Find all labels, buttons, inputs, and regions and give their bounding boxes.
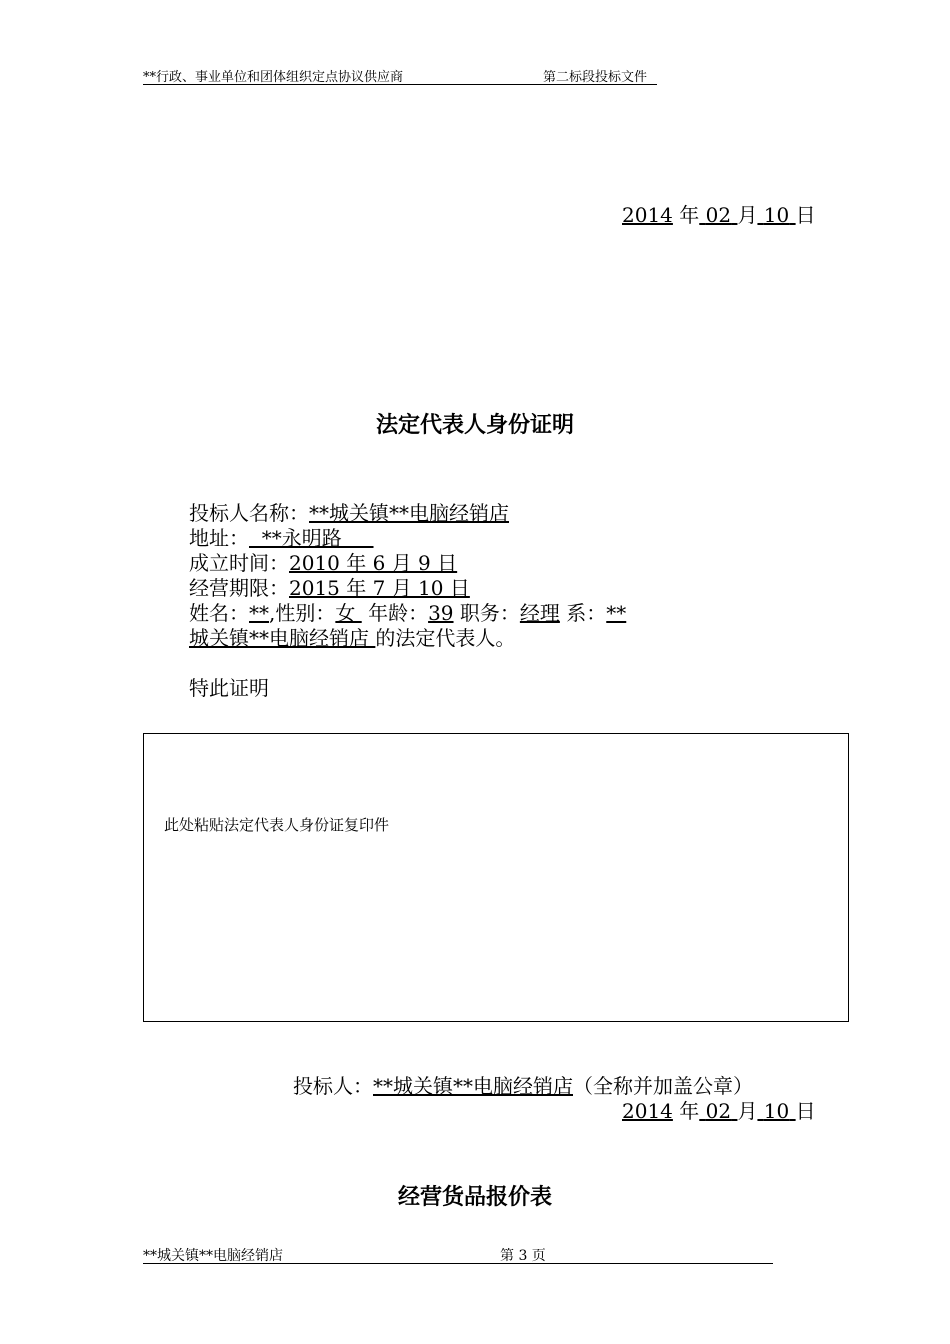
signature-note: （全称并加盖公章）: [573, 1074, 753, 1098]
top-date-year: 2014: [622, 203, 673, 227]
signature-date-day: 10: [763, 1099, 790, 1123]
age-value: 39: [428, 601, 454, 625]
page-header: [143, 66, 657, 85]
bidder-name-line: 投标人名称：**城关镇**电脑经销店: [189, 501, 509, 525]
top-date: 2014 年 02 月 10 日: [622, 203, 816, 227]
certificate-title: 法定代表人身份证明: [375, 412, 574, 438]
bidder-name-value: **城关镇**电脑经销店: [309, 501, 509, 525]
hereby-certify: 特此证明: [189, 676, 269, 700]
gender-value: 女: [335, 601, 362, 625]
footer-left-text: **城关镇**电脑经销店: [143, 1248, 283, 1264]
org-value-part2: 城关镇**电脑经销店: [189, 626, 376, 650]
page-footer: [143, 1245, 773, 1264]
signature-date: 2014 年 02 月 10 日: [622, 1099, 816, 1123]
founded-line: 成立时间：2010 年 6 月 9 日: [189, 551, 458, 575]
address-value: **永明路: [249, 526, 374, 550]
signature-name: **城关镇**电脑经销店: [373, 1074, 573, 1098]
header-right-text: 第二标段投标文件: [543, 70, 648, 85]
founded-value: 2010 年 6 月 9 日: [289, 551, 458, 575]
top-date-month: 02: [705, 203, 732, 227]
signature-date-month: 02: [705, 1099, 732, 1123]
signature-line: 投标人：**城关镇**电脑经销店（全称并加盖公章）: [293, 1074, 753, 1098]
position-value: 经理: [519, 601, 560, 625]
org-value-part1: **: [606, 601, 627, 625]
term-value: 2015 年 7 月 10 日: [289, 576, 470, 600]
person-line: 姓名：**,性别：女 年龄：39 职务：经理 系：**: [189, 601, 627, 625]
term-line: 经营期限：2015 年 7 月 10 日: [189, 576, 470, 600]
id-copy-note: 此处粘贴法定代表人身份证复印件: [164, 816, 390, 834]
header-left-text: **行政、事业单位和团体组织定点协议供应商: [143, 70, 404, 85]
signature-date-year: 2014: [622, 1099, 673, 1123]
representative-line: 城关镇**电脑经销店 的法定代表人。: [189, 626, 516, 650]
address-line: 地址： **永明路: [189, 526, 374, 550]
page-number: 第 3 页: [500, 1248, 546, 1264]
price-table-title: 经营货品报价表: [397, 1184, 552, 1210]
top-date-day: 10: [763, 203, 790, 227]
id-copy-box: [143, 733, 849, 1022]
name-value: **: [249, 601, 269, 625]
